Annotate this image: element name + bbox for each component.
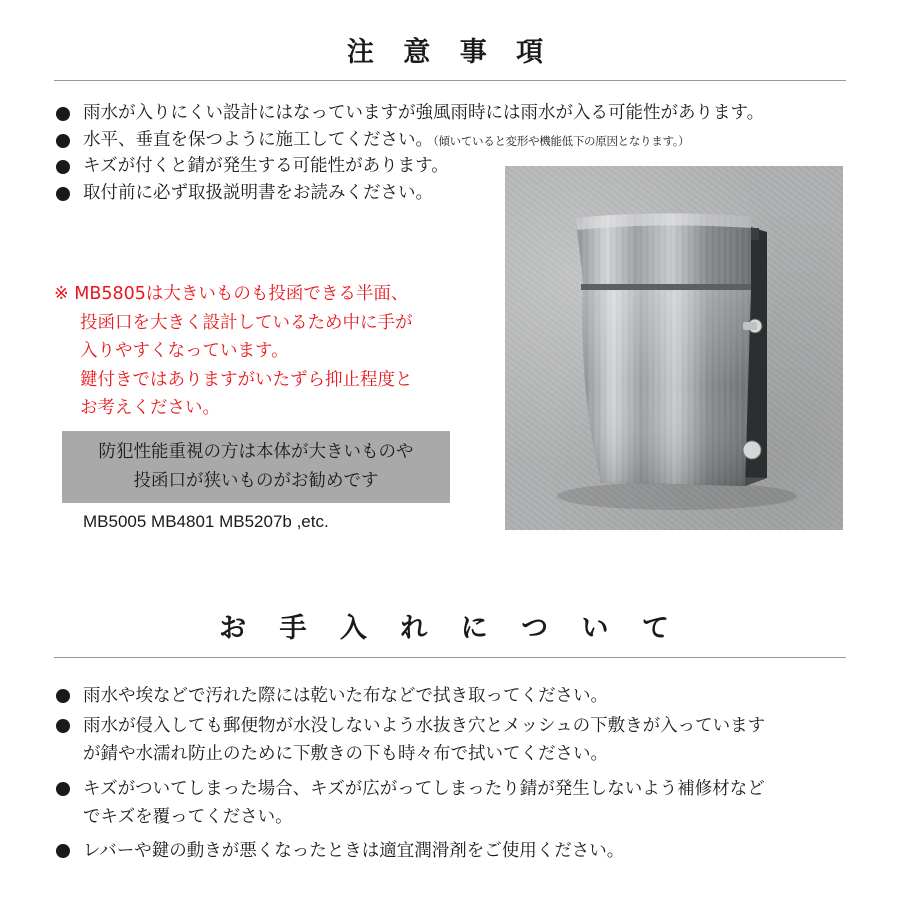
bullet-dot-icon	[56, 187, 70, 201]
bullet-dot-icon	[56, 689, 70, 703]
list-item	[56, 775, 765, 831]
list-item	[56, 100, 764, 127]
list-item-note: （傾いていると変形や機能低下の原因となります。）	[433, 133, 690, 148]
bullet-dot-icon	[56, 844, 70, 858]
list-item-text: 水平、垂直を保つように施工してください。	[83, 129, 433, 150]
bullet-dot-icon	[56, 782, 70, 796]
list-item-text: でキズを覆ってください。	[83, 807, 293, 827]
security-warning-note	[54, 280, 413, 423]
list-item-text: 取付前に必ず取扱説明書をお読みください。	[83, 182, 433, 203]
caution-divider	[54, 80, 846, 81]
warning-line: ※ MB5805は大きいものも投函できる半面、	[54, 284, 409, 304]
list-item-text: キズがついてしまった場合、キズが広がってしまったり錆が発生しないよう補修材など	[83, 779, 765, 799]
warning-line: 入りやすくなっています。	[80, 341, 289, 361]
bullet-dot-icon	[56, 107, 70, 121]
care-list	[56, 682, 765, 865]
care-heading: お 手 入 れ に つ い て	[219, 613, 681, 644]
warning-line: 鍵付きではありますがいたずら抑止程度と	[80, 369, 413, 390]
recommendation-box	[62, 431, 450, 503]
warning-line: お考えください。	[80, 398, 220, 418]
list-item	[56, 712, 765, 768]
recommended-models: MB5005 MB4801 MB5207b ,etc.	[83, 512, 329, 531]
caution-heading: 注 意 事 項	[346, 37, 554, 68]
warning-line: 投函口を大きく設計しているため中に手が	[80, 312, 413, 333]
list-item-text: 雨水が侵入しても郵便物が水没しないよう水抜き穴とメッシュの下敷きが入っています	[83, 716, 766, 736]
care-divider	[54, 657, 846, 658]
recommendation-line: 投函口が狭いものがお勧めです	[133, 471, 379, 491]
list-item	[56, 837, 765, 865]
recommendation-line: 防犯性能重視の方は本体が大きいものや	[98, 442, 414, 462]
list-item	[56, 127, 764, 154]
list-item-text: キズが付くと錆が発生する可能性があります。	[83, 156, 449, 176]
list-item-text: 雨水や埃などで汚れた際には乾いた布などで拭き取ってください。	[83, 686, 608, 706]
list-item-text: が錆や水濡れ防止のために下敷きの下も時々布で拭いてください。	[83, 744, 608, 764]
list-item-text: レバーや鍵の動きが悪くなったときは適宜潤滑剤をご使用ください。	[83, 841, 625, 861]
list-item	[56, 682, 765, 710]
bullet-dot-icon	[56, 134, 70, 148]
bullet-dot-icon	[56, 719, 70, 733]
stainless-mailbox-image	[505, 166, 843, 530]
list-item-text: 雨水が入りにくい設計にはなっていますが強風雨時には雨水が入る可能性があります。	[83, 103, 765, 123]
bullet-dot-icon	[56, 160, 70, 174]
mailbox-photo	[505, 166, 843, 530]
